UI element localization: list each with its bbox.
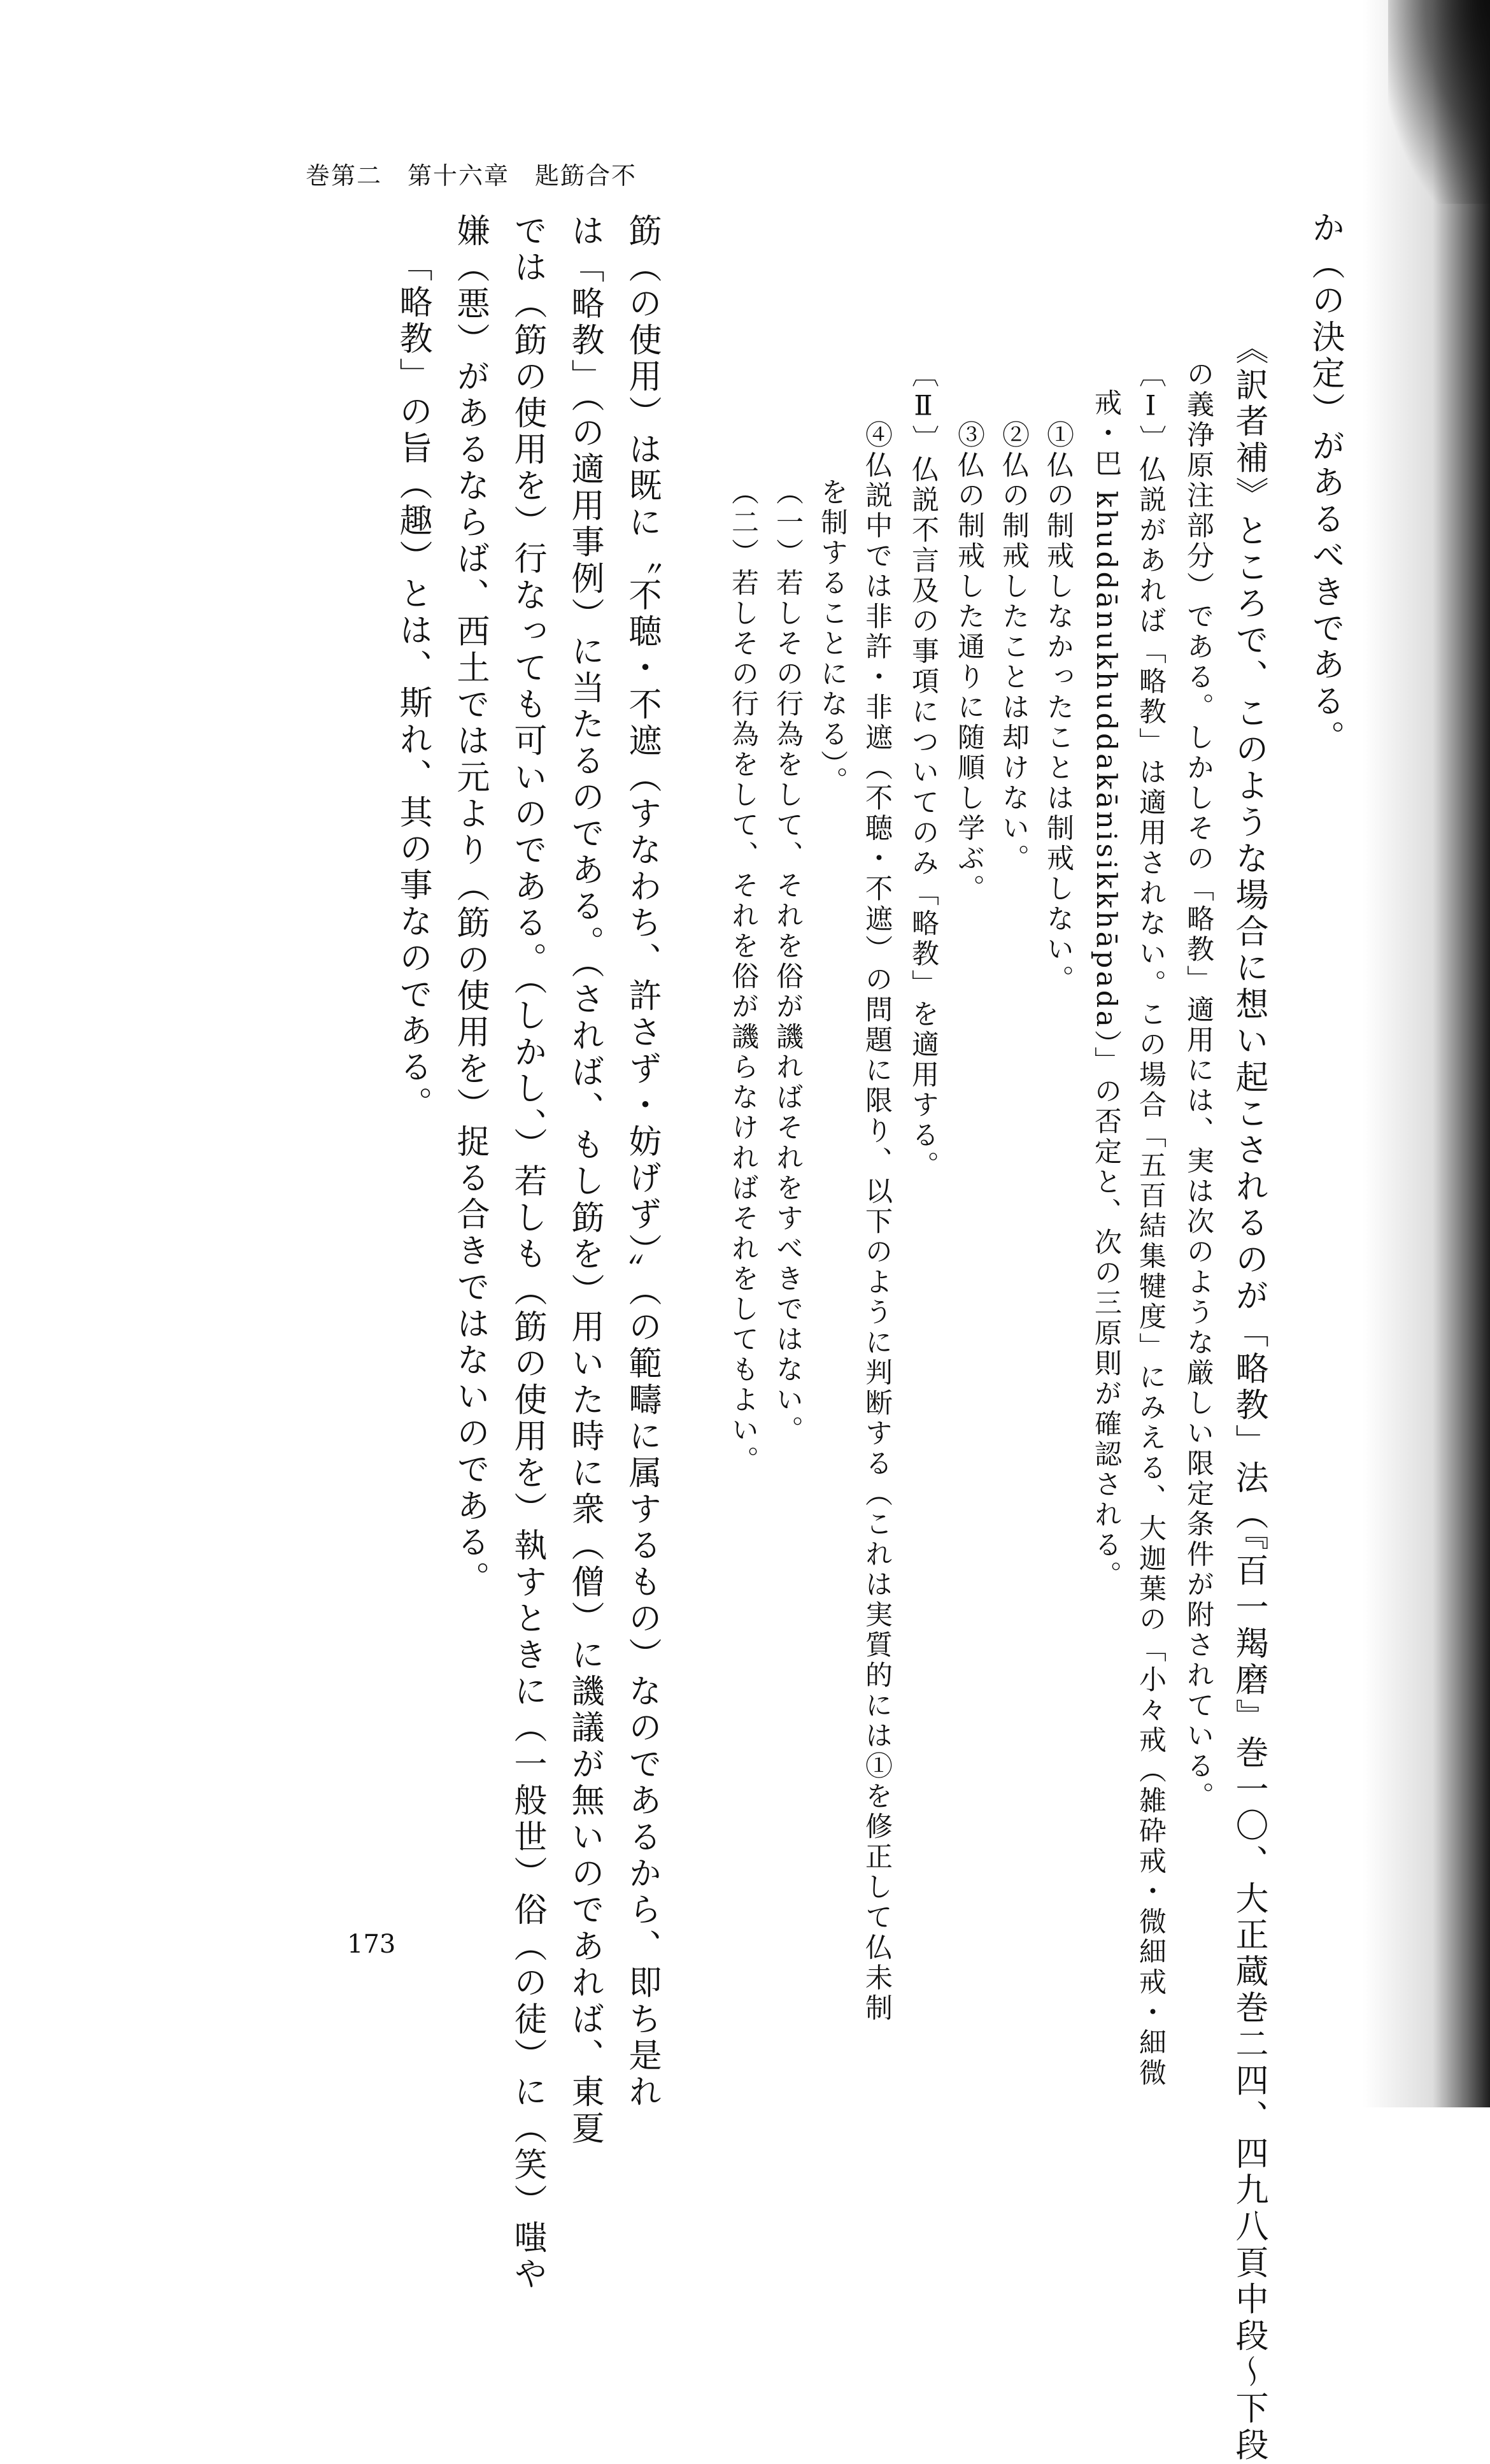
list-item: ②仏の制戒したことは却けない。 <box>998 420 1030 874</box>
text-column: は「略教」（の適用事例）に当たるのである。（されば、もし筯を）用いた時に衆（僧）に譏議が無いのであれば、東夏 <box>565 213 604 2147</box>
list-item: ①仏の制戒しなかったことは制戒しない。 <box>1042 420 1074 995</box>
text-column: 「略教」の旨（趣）とは、斯れ、其の事なのである。 <box>394 248 432 1123</box>
text-column: 筯（の使用）は既に〝不聴・不遮（すなわち、許さず・妨げず）〟（の範疇に属するもの）なのであるから、即ち是れ <box>623 213 661 2111</box>
text-column: の義浄原注部分）である。しかしその「略教」適用には、実は次のような厳しい限定条件が附されている。 <box>1182 360 1214 1812</box>
text-column: 〔Ⅱ〕仏説不言及の事項についてのみ「略教」を適用する。 <box>907 360 939 1181</box>
text-column: 〔Ⅰ〕仏説があれば「略教」は適用されない。この場合「五百結集犍度」にみえる、大迦葉の「小々戒（雑砕戒・微細戒・細微 <box>1135 360 1167 2089</box>
list-item: ④仏説中では非許・非遮（不聴・不遮）の問題に限り、以下のように判断する（これは実質的には①を修正して仏未制 <box>861 420 893 2024</box>
scan-shadow-corner <box>1388 0 1490 204</box>
list-item: ③仏の制戒した通りに随順し学ぶ。 <box>953 420 985 904</box>
page-number: 173 <box>347 1930 396 1959</box>
text-column: か（の決定）があるべきである。 <box>1306 210 1344 757</box>
running-head: 巻第二 第十六章 匙筯合不 <box>306 162 637 190</box>
list-item: （二）若しその行為をして、それを俗が譏らなければそれをしてもよい。 <box>727 478 759 1476</box>
scan-shadow-edge <box>1363 0 1490 2107</box>
list-item: （一）若しその行為をして、それを俗が譏ればそれをすべきではない。 <box>772 478 804 1446</box>
text-column: 嫌（悪）があるならば、西土では元より（筯の使用を）捉る合きではないのである。 <box>451 213 489 1598</box>
text-column: では（筯の使用を）行なっても可いのである。（しかし、）若しも（筯の使用を）執すときに（一般世）俗（の徒）に（笑）嗤や <box>508 213 546 2293</box>
translator-note-column: 《訳者補》ところで、このような場合に想い起こされるのが「略教」法（『百一羯磨』巻一〇、大正蔵巻二四、四九八頁中段～下段 <box>1230 331 1268 2464</box>
text-column: を制することになる）。 <box>816 478 848 797</box>
text-column: 戒・巴 khuddānukhuddakānisikkhāpada）」の否定と、次の三原則が確認される。 <box>1090 388 1122 1592</box>
